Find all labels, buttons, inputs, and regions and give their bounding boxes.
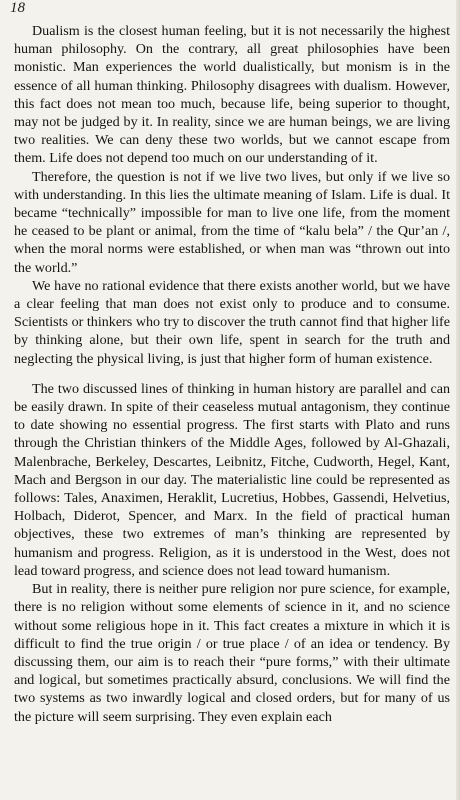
body-text — [14, 22, 450, 726]
page-edge-shadow — [456, 0, 460, 800]
paragraph-4: The two discussed lines of thinking in human history are parallel and can be easily drawn. In spite of their ceaseless mutual antagonism, they continue to date showing no essential progress. The first starts with Plato and runs through the Christian thinkers of the Middle Ages, followed by Al-Ghazali, Malenbrache, Berkeley, Descartes, Leibnitz, Fitche, Cudworth, Hegel, Kant, Mach and Bergson in our day. The materialistic line could be represented as follows: Tales, Anaximen, Heraklit, Lucretius, Hobbes, Gassendi, Helvetius, Holbach, Diderot, Spencer, and Marx. In the field of practical human objectives, these two extremes of man’s thinking are represented by humanism and progress. Religion, as it is understood in the West, does not lead toward progress, and science does not lead toward humanism. — [14, 380, 450, 579]
paragraph-1: Dualism is the closest human feeling, but it is not necessarily the highest human philosophy. On the contrary, all great philosophies have been monistic. Man experiences the world dualistically, but monism is in the essence of all human thinking. Philosophy disagrees with dualism. However, this fact does not mean too much, because life, being superior to thought, may not be judged by it. In reality, since we are human beings, we are living two realities. We can deny these two worlds, but we cannot escape from them. Life does not depend too much on our understanding of it. — [14, 23, 450, 167]
paragraph-3: We have no rational evidence that there exists another world, but we have a clear feeling that man does not exist only to produce and to consume. Scientists or thinkers who try to discover the truth cannot find that higher life by thinking alone, but their own life, spent in search for the truth and neglecting the physical living, is just that higher form of human existence. — [14, 277, 450, 367]
page-number: 18 — [10, 0, 25, 16]
paragraph-5: But in reality, there is neither pure religion nor pure science, for example, there is no religion without some elements of science in it, and no science without some religious hope in it. This fact creates a mixture in which it is difficult to find the true origin / or true place / of an idea or tendency. By discussing them, our aim is to reach their “pure forms,” with their ultimate and logical, but sometimes practically absurd, conclusions. We will find the two systems as two inwardly logical and closed orders, but for many of us the picture will seem surprising. They even explain each — [14, 581, 450, 725]
paragraph-2: Therefore, the question is not if we live two lives, but only if we live so with understanding. In this lies the ultimate meaning of Islam. Life is dual. It became “technically” impossible for man to live one life, from the moment he ceased to be plant or animal, from the time of “kalu bela” / the Qur’an /, when the moral norms were established, or when man was “thrown out into the world.” — [14, 168, 450, 276]
